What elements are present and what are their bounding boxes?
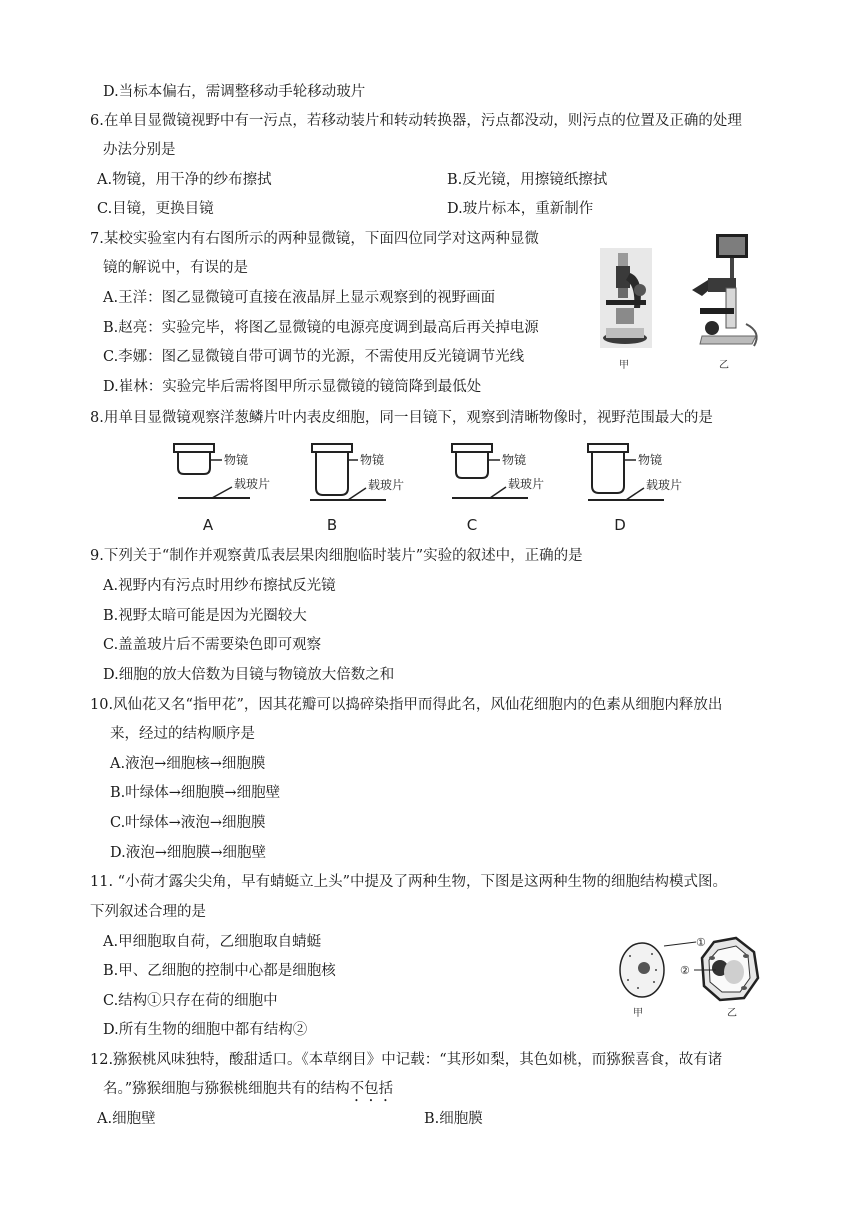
microscopes-figure <box>596 228 766 378</box>
q6-stem-line1: 6.在单目显微镜视野中有一污点，若移动装片和转动转换器，污点都没动，则污点的位置及正确的处理 <box>90 113 742 129</box>
lens-c-slide-label: 载玻片 <box>508 477 545 491</box>
lens-c-letter: C <box>466 516 478 534</box>
q6-option-d: D.玻片标本，重新制作 <box>447 201 594 217</box>
lens-option-c <box>452 444 544 534</box>
lens-a-letter: A <box>202 516 214 534</box>
lens-c-objective-label: 物镜 <box>502 453 527 467</box>
q6-option-a: A.物镜，用干净的纱布擦拭 <box>97 172 272 188</box>
cell-structure-figure <box>608 930 778 1020</box>
q9-option-a: A.视野内有污点时用纱布擦拭反光镜 <box>103 578 336 594</box>
q9-option-c: C.盖盖玻片后不需要染色即可观察 <box>103 637 322 653</box>
q8-stem: 8.用单目显微镜观察洋葱鳞片叶内表皮细胞，同一目镜下，观察到清晰物像时，视野范围最大的是 <box>90 410 713 426</box>
q10-stem-line1: 10.风仙花又名“指甲花”，因其花瓣可以捣碎染指甲而得此名，风仙花细胞内的色素从细胞内释放出 <box>90 697 723 713</box>
cell-yi-label: 乙 <box>727 1008 737 1019</box>
cell-jia-label: 甲 <box>633 1008 643 1019</box>
lens-b-slide-label: 载玻片 <box>368 478 405 492</box>
q11-option-c: C.结构①只存在荷的细胞中 <box>103 993 278 1009</box>
microscope-yi-label: 乙 <box>719 360 729 371</box>
microscope-yi-image <box>692 234 757 346</box>
q11-option-a: A.甲细胞取自荷，乙细胞取自蜻蜓 <box>103 934 322 950</box>
q7-option-a: A.王洋：图乙显微镜可直接在液晶屏上显示观察到的视野画面 <box>103 290 496 306</box>
lens-d-letter: D <box>614 516 626 534</box>
q7-stem-line2: 镜的解说中，有误的是 <box>103 260 248 276</box>
lens-d-slide-label: 载玻片 <box>646 478 683 492</box>
q9-option-b: B.视野太暗可能是因为光圈较大 <box>103 608 307 624</box>
q11-option-b: B.甲、乙细胞的控制中心都是细胞核 <box>103 963 336 979</box>
q12-stem-line2-main: 名。”猕猴细胞与猕猴桃细胞共有的结构 <box>103 1081 350 1097</box>
q7-option-b: B.赵亮：实验完毕，将图乙显微镜的电源亮度调到最高后再关掉电源 <box>103 320 539 336</box>
lens-option-a <box>174 444 270 534</box>
plant-cell-yi <box>702 938 758 1000</box>
q12-stem-line1: 12.猕猴桃风味独特，酸甜适口。《本草纲目》中记载：“其形如梨，其色如桃，而猕猴喜食，故有诸 <box>90 1052 723 1068</box>
q12-stem-line2 <box>103 1079 393 1105</box>
q7-stem-line1: 7.某校实验室内有右图所示的两种显微镜，下面四位同学对这两种显微 <box>90 231 539 247</box>
lens-b-letter: B <box>326 516 338 534</box>
animal-cell-jia <box>620 943 664 997</box>
q12-emphasis-not-included: 不包括 <box>349 1081 394 1097</box>
q11-stem-line1: 11. “小荷才露尖尖角，早有蜻蜓立上头”中提及了两种生物，下图是这两种生物的细胞结构模式图。 <box>90 874 727 890</box>
q10-option-a: A.液泡→细胞核→细胞膜 <box>110 756 266 772</box>
q9-stem: 9.下列关于“制作并观察黄瓜表层果肉细胞临时装片”实验的叙述中，正确的是 <box>90 548 583 564</box>
lens-d-objective-label: 物镜 <box>638 453 663 467</box>
q5-option-d: D.当标本偏右，需调整移动手轮移动玻片 <box>103 84 366 100</box>
lens-option-d <box>588 444 682 534</box>
q10-option-d: D.液泡→细胞膜→细胞壁 <box>110 845 267 861</box>
marker-2: ② <box>680 964 690 977</box>
objective-lens-figure <box>160 438 700 536</box>
q9-option-d: D.细胞的放大倍数为目镜与物镜放大倍数之和 <box>103 667 395 683</box>
q7-option-c: C.李娜：图乙显微镜自带可调节的光源，不需使用反光镜调节光线 <box>103 349 525 365</box>
q11-stem-line2: 下列叙述合理的是 <box>90 904 206 920</box>
q6-stem-line2: 办法分别是 <box>103 142 176 158</box>
lens-option-b <box>310 444 404 534</box>
lens-a-objective-label: 物镜 <box>224 453 249 467</box>
marker-1: ① <box>696 936 706 949</box>
q6-option-b: B.反光镜，用擦镜纸擦拭 <box>447 172 608 188</box>
lens-b-objective-label: 物镜 <box>360 453 385 467</box>
q7-option-d: D.崔林：实验完毕后需将图甲所示显微镜的镜筒降到最低处 <box>103 379 482 395</box>
q10-option-b: B.叶绿体→细胞膜→细胞壁 <box>110 785 281 801</box>
lens-a-slide-label: 载玻片 <box>234 477 271 491</box>
q11-option-d: D.所有生物的细胞中都有结构② <box>103 1022 308 1038</box>
microscope-jia-label: 甲 <box>619 360 629 371</box>
q6-option-c: C.目镜，更换目镜 <box>97 201 214 217</box>
q12-option-b: B.细胞膜 <box>424 1111 483 1127</box>
q10-stem-line2: 来，经过的结构顺序是 <box>110 726 255 742</box>
microscope-jia-image <box>600 248 652 348</box>
q10-option-c: C.叶绿体→液泡→细胞膜 <box>110 815 266 831</box>
q12-option-a: A.细胞壁 <box>97 1111 156 1127</box>
